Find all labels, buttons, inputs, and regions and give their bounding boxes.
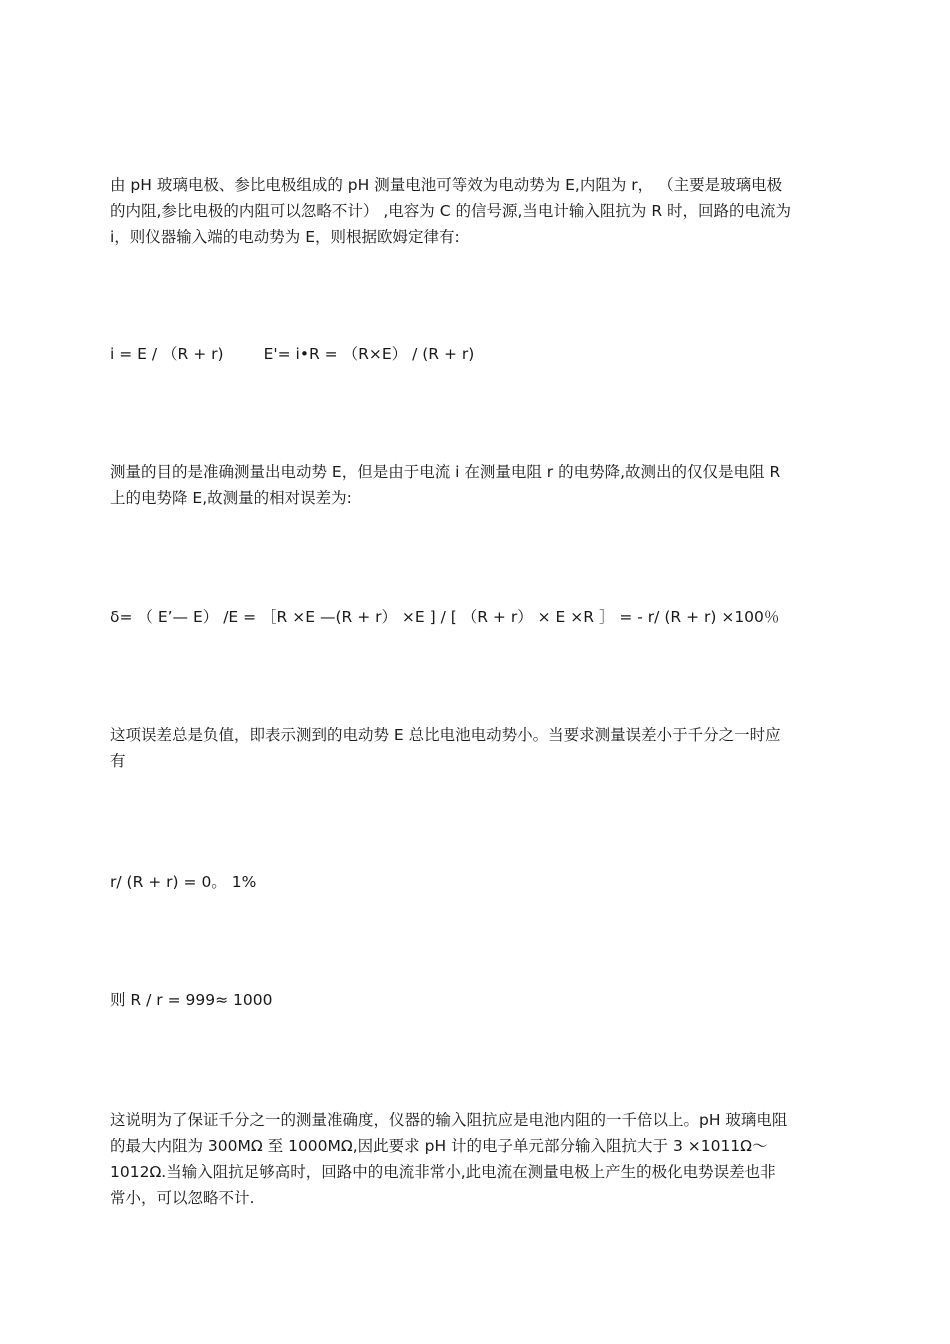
equation-ratio: r/ (R + r) = 0。 1% (110, 873, 257, 891)
equation-resistance-ratio: 则 R / r = 999≈ 1000 (110, 991, 273, 1009)
paragraph-purpose (110, 459, 840, 511)
text-line: 由 pH 玻璃电极、参比电极组成的 pH 测量电池可等效为电动势为 E,内阻为 r， （主要是玻璃电极 (110, 176, 783, 194)
text-line: 常小，可以忽略不计. (110, 1189, 255, 1207)
text-line: 1012Ω.当输入阻抗足够高时，回路中的电流非常小,此电流在测量电极上产生的极化电势误差也非 (110, 1163, 776, 1181)
paragraph-conclusion (110, 1107, 840, 1211)
equation-current: i = E / （R + r) (110, 345, 224, 363)
text-line: i，则仪器输入端的电动势为 E，则根据欧姆定律有: (110, 228, 460, 246)
text-line: 有 (110, 752, 126, 770)
equation-relative-error: δ= （ E’— E） /E = ［R ×E —(R + r） ×E ] / [ （R + r） × E ×R ］ = - r/ (R + r) ×100％ (110, 608, 780, 626)
text-line: 的最大内阻为 300MΩ 至 1000MΩ,因此要求 pH 计的电子单元部分输入阻抗大于 3 ×1011Ω～ (110, 1137, 768, 1155)
paragraph-negative-error (110, 722, 840, 774)
text-line: 这项误差总是负值，即表示测到的电动势 E 总比电池电动势小。当要求测量误差小于千分之一时应 (110, 726, 781, 744)
text-line: 上的电势降 E,故测量的相对误差为: (110, 489, 352, 507)
equation-measured-emf: E'= i•R = （R×E） / (R + r) (263, 345, 475, 363)
text-line: 测量的目的是准确测量出电动势 E，但是由于电流 i 在测量电阻 r 的电势降,故测出的仅仅是电阻 R (110, 463, 781, 481)
text-line: 的内阻,参比电极的内阻可以忽略不计） ,电容为 C 的信号源,当电计输入阻抗为 R 时，回路的电流为 (110, 202, 792, 220)
equation-ohm-law (110, 341, 840, 367)
paragraph-intro (110, 172, 840, 250)
text-line: 这说明为了保证千分之一的测量准确度，仪器的输入阻抗应是电池内阻的一千倍以上。pH 玻璃电阻 (110, 1111, 788, 1129)
